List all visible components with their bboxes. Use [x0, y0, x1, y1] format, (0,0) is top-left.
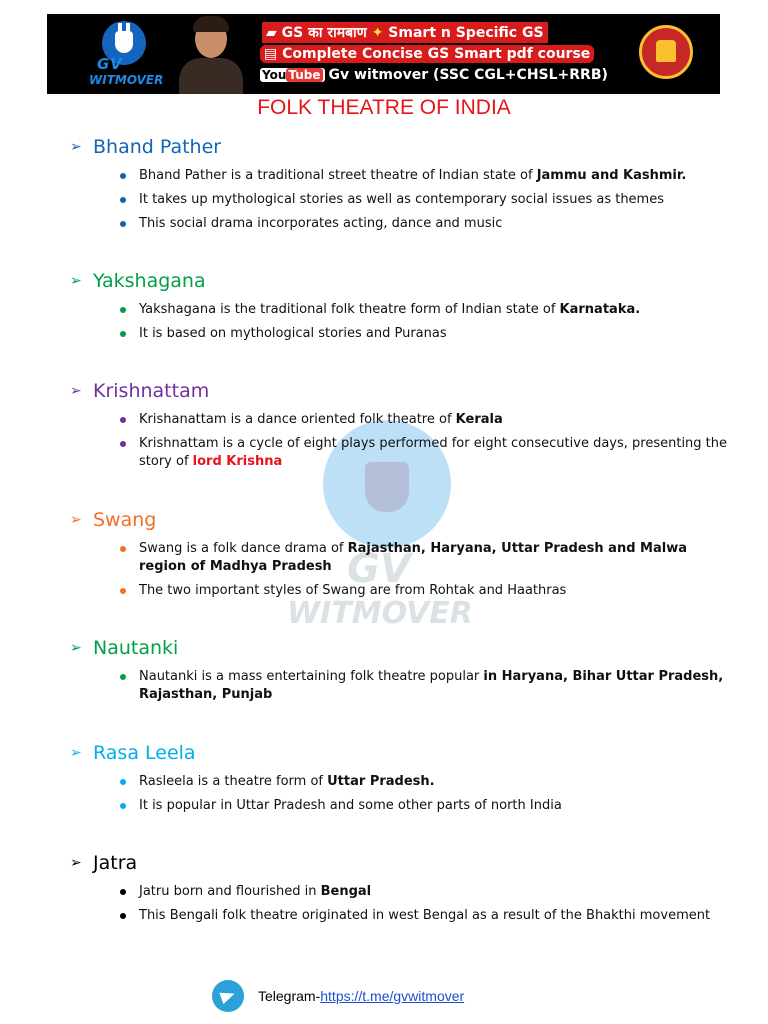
bullet-dot-icon	[120, 331, 126, 337]
banner-line-3	[260, 67, 608, 83]
item-bold-text: Rajasthan, Haryana, Uttar Pradesh and Malwa region of Madhya Pradesh	[139, 541, 687, 574]
document-icon: ▤	[264, 46, 283, 62]
section-heading-row	[70, 852, 730, 874]
item-text: It takes up mythological stories as well as contemporary social issues as themes	[139, 192, 664, 207]
list-item	[70, 215, 730, 233]
item-bold-text: in Haryana, Bihar Uttar Pradesh, Rajasthan, Punjab	[139, 669, 724, 702]
section-heading: Rasa Leela	[93, 742, 196, 764]
section-heading-row	[70, 270, 730, 292]
watermark-word: WITMOVER	[287, 596, 473, 631]
item-text: This Bengali folk theatre originated in west Bengal as a result of the Bhakthi movement	[139, 908, 711, 923]
arrow-bullet-icon: ➢	[70, 273, 82, 289]
section-heading: Bhand Pather	[93, 136, 222, 158]
banner-line-1a: GS का रामबाण	[281, 25, 367, 41]
list-item	[70, 582, 730, 600]
arrow-bullet-icon: ➢	[70, 512, 82, 528]
plug-icon	[115, 31, 133, 53]
footer	[212, 980, 464, 1012]
bullet-list	[70, 540, 730, 600]
item-text: Krishnattam is a cycle of eight plays performed for eight consecutive days, presenting the story of	[139, 436, 728, 469]
banner-line-1	[262, 22, 548, 43]
presenter-photo	[175, 14, 247, 94]
list-item	[70, 435, 730, 471]
bullet-list	[70, 167, 730, 233]
bullet-dot-icon	[120, 779, 126, 785]
section-heading-row	[70, 742, 730, 764]
telegram-label: Telegram-	[258, 988, 321, 1004]
list-item	[70, 411, 730, 429]
arrow-bullet-icon: ➢	[70, 383, 82, 399]
section-heading-row	[70, 136, 730, 158]
bullet-dot-icon	[120, 588, 126, 594]
section-krishnattam	[70, 380, 730, 471]
arrow-bullet-icon: ➢	[70, 640, 82, 656]
bullet-dot-icon	[120, 546, 126, 552]
section-heading: Jatra	[93, 852, 138, 874]
item-text: Rasleela is a theatre form of	[139, 774, 328, 789]
section-rasa-leela	[70, 742, 730, 815]
list-item	[70, 191, 730, 209]
bullet-list	[70, 411, 730, 471]
list-item	[70, 883, 730, 901]
bullet-dot-icon	[120, 441, 126, 447]
item-text: It is based on mythological stories and Puranas	[139, 326, 447, 341]
bullet-dot-icon	[120, 674, 126, 680]
bullet-dot-icon	[120, 221, 126, 227]
youtube-icon	[260, 68, 325, 82]
youtube-you: You	[262, 68, 287, 82]
list-item	[70, 668, 730, 704]
emblem-inner	[656, 40, 676, 62]
bullet-list	[70, 883, 730, 925]
section-heading: Swang	[93, 509, 157, 531]
section-nautanki	[70, 637, 730, 704]
youtube-tube: Tube	[288, 68, 321, 82]
banner-line-3-text: Gv witmover (SSC CGL+CHSL+RRB)	[328, 67, 608, 83]
list-item	[70, 325, 730, 343]
bullet-dot-icon	[120, 803, 126, 809]
gv-witmover-logo	[57, 17, 187, 91]
telegram-link[interactable]: https://t.me/gvwitmover	[320, 988, 465, 1004]
section-heading-row	[70, 380, 730, 402]
logo-gv-text: GV	[97, 55, 123, 73]
watermark-gv: GV	[347, 546, 411, 592]
bullet-dot-icon	[120, 173, 126, 179]
item-bold-text: Jammu and Kashmir.	[536, 168, 687, 183]
presenter-torso	[179, 58, 243, 94]
section-heading: Krishnattam	[93, 380, 210, 402]
list-item	[70, 167, 730, 185]
bullet-dot-icon	[120, 197, 126, 203]
item-text: It is popular in Uttar Pradesh and some other parts of north India	[139, 798, 562, 813]
banner-line-1b: Smart n Specific GS	[388, 25, 544, 41]
banner-line-2-text: Complete Concise GS Smart pdf course	[282, 46, 591, 62]
bullet-list	[70, 301, 730, 343]
presenter-hair	[193, 16, 229, 32]
section-swang	[70, 509, 730, 600]
list-item	[70, 301, 730, 319]
item-bold-text: Uttar Pradesh.	[327, 774, 435, 789]
item-bold-text: lord Krishna	[192, 454, 283, 469]
telegram-icon[interactable]	[212, 980, 244, 1012]
wand-icon: ✦	[371, 25, 389, 41]
logo-word-text: WITMOVER	[89, 73, 164, 87]
section-heading-row	[70, 637, 730, 659]
section-heading-row	[70, 509, 730, 531]
list-item	[70, 773, 730, 791]
item-text: This social drama incorporates acting, dance and music	[139, 216, 503, 231]
arrow-bullet-icon: ➢	[70, 745, 82, 761]
item-text: Jatru born and flourished in	[139, 884, 321, 899]
item-text: Krishanattam is a dance oriented folk theatre of	[139, 412, 456, 427]
item-text: Yakshagana is the traditional folk theatre form of Indian state of	[139, 302, 560, 317]
section-bhand-pather	[70, 136, 730, 233]
list-item	[70, 540, 730, 576]
bullet-list	[70, 668, 730, 704]
bullet-list	[70, 773, 730, 815]
arrow-bullet-icon: ➢	[70, 855, 82, 871]
item-text: Bhand Pather is a traditional street theatre of Indian state of	[139, 168, 537, 183]
banner-line-2	[260, 45, 594, 63]
item-text: Swang is a folk dance drama of	[139, 541, 348, 556]
item-text: The two important styles of Swang are from Rohtak and Haathras	[139, 583, 567, 598]
bullet-dot-icon	[120, 913, 126, 919]
list-item	[70, 797, 730, 815]
item-bold-text: Karnataka.	[559, 302, 641, 317]
item-bold-text: Kerala	[455, 412, 503, 427]
arrow-bullet-icon: ➢	[70, 139, 82, 155]
folder-icon: ▰	[266, 25, 282, 41]
page-title: FOLK THEATRE OF INDIA	[257, 96, 511, 119]
section-jatra	[70, 852, 730, 925]
header-banner	[47, 14, 720, 94]
section-yakshagana	[70, 270, 730, 343]
bullet-dot-icon	[120, 889, 126, 895]
list-item	[70, 907, 730, 925]
item-bold-text: Bengal	[320, 884, 372, 899]
item-text: Nautanki is a mass entertaining folk theatre popular	[139, 669, 484, 684]
bullet-dot-icon	[120, 307, 126, 313]
ssc-emblem-icon	[639, 25, 693, 79]
bullet-dot-icon	[120, 417, 126, 423]
section-heading: Yakshagana	[93, 270, 206, 292]
section-heading: Nautanki	[93, 637, 179, 659]
